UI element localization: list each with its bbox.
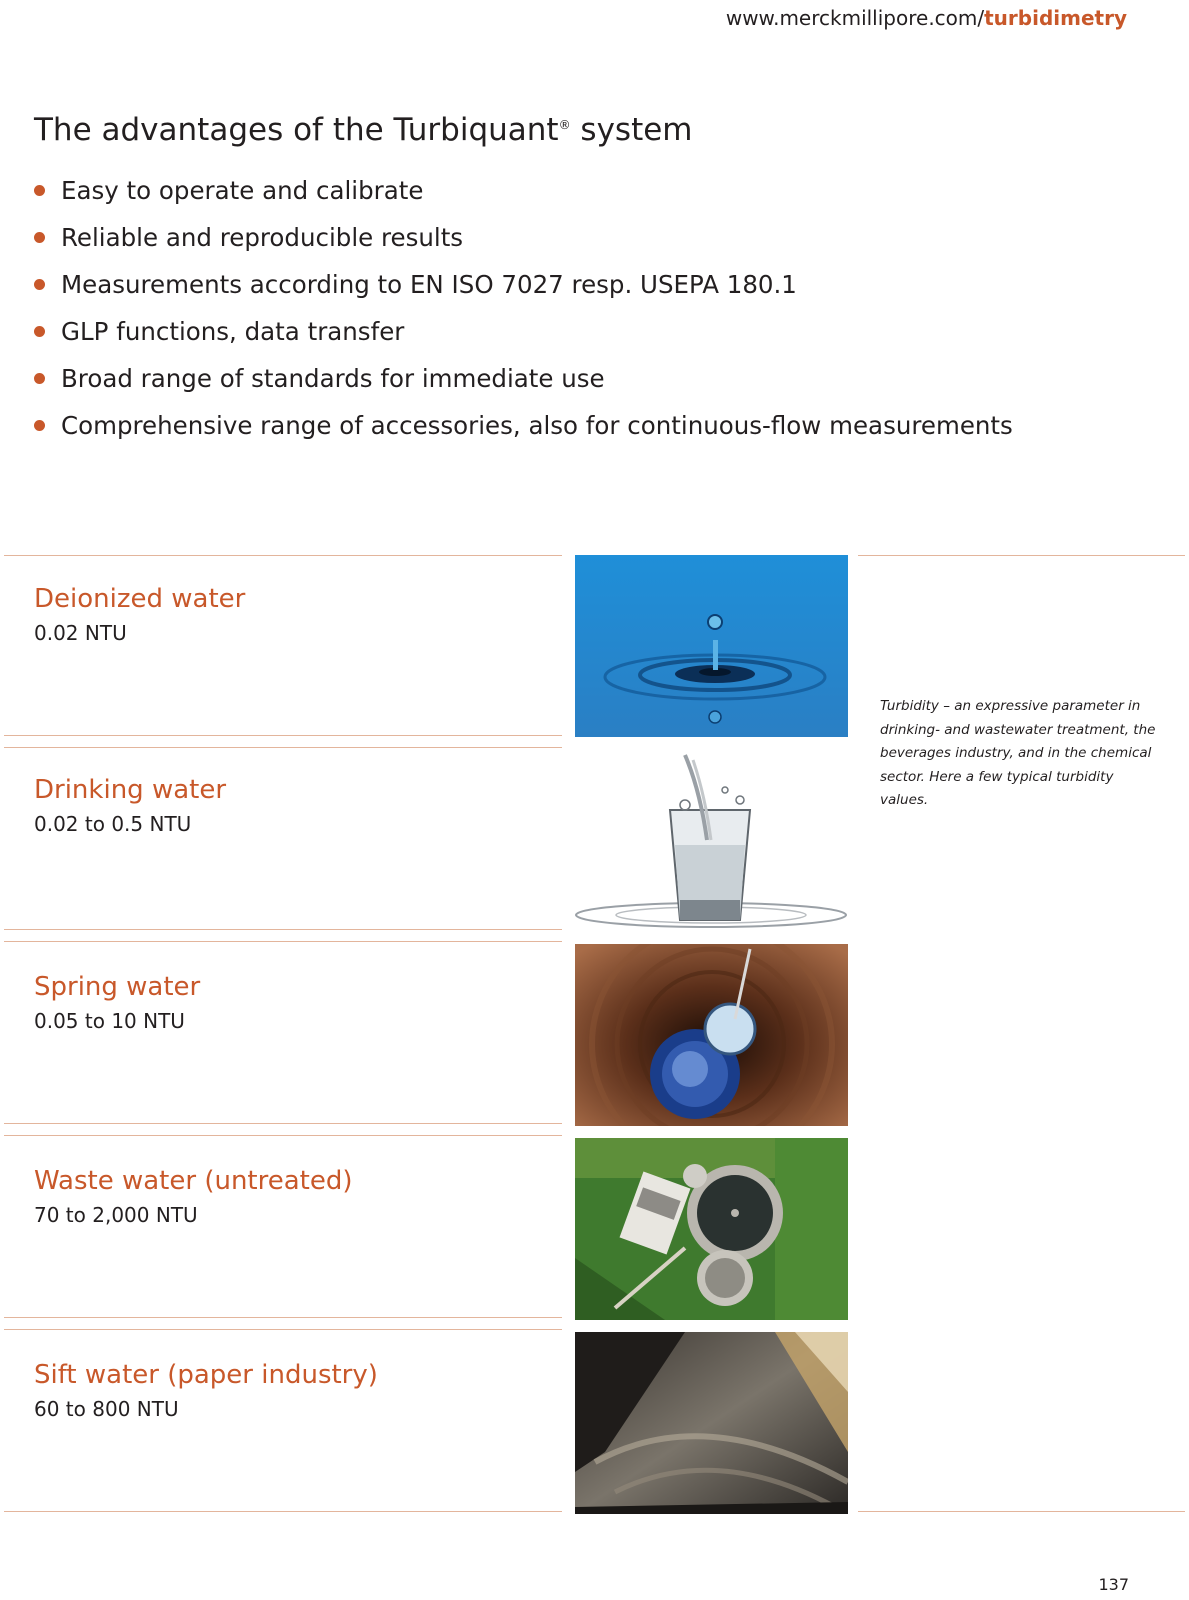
list-item (34, 407, 1013, 454)
bullet-dot-icon (34, 232, 45, 243)
water-type-spring (34, 971, 200, 1033)
advantages-list (34, 172, 1013, 454)
list-item (34, 219, 1013, 266)
divider (4, 1317, 562, 1318)
water-type-sift (34, 1359, 378, 1421)
water-type-name: Sift water (paper industry) (34, 1360, 378, 1390)
bullet-dot-icon (34, 185, 45, 196)
bullet-dot-icon (34, 373, 45, 384)
divider (4, 1511, 562, 1512)
bullet-dot-icon (34, 279, 45, 290)
turbidity-value: 60 to 800 NTU (34, 1397, 179, 1421)
turbidity-value: 0.02 NTU (34, 621, 127, 645)
photo-drinking-glass (575, 750, 848, 932)
list-item (34, 360, 1013, 407)
list-item (34, 266, 1013, 313)
water-type-name: Deionized water (34, 584, 246, 614)
list-item (34, 313, 1013, 360)
divider (4, 929, 562, 930)
page-title (34, 112, 693, 148)
list-item-text: Easy to operate and calibrate (61, 176, 424, 205)
bullet-dot-icon (34, 420, 45, 431)
divider (4, 747, 562, 748)
photo-wastewater-plant (575, 1138, 848, 1320)
divider (4, 941, 562, 942)
water-type-waste (34, 1165, 353, 1227)
water-type-name: Waste water (untreated) (34, 1166, 353, 1196)
page-number: 137 (1098, 1575, 1129, 1594)
list-item-text: GLP functions, data transfer (61, 317, 405, 346)
title-text-after: system (570, 112, 693, 148)
list-item (34, 172, 1013, 219)
divider (4, 1123, 562, 1124)
list-item-text: Broad range of standards for immediate use (61, 364, 605, 393)
divider (4, 1329, 562, 1330)
divider (4, 1135, 562, 1136)
url-highlight: turbidimetry (984, 6, 1127, 30)
turbidity-value: 0.02 to 0.5 NTU (34, 812, 192, 836)
divider (4, 555, 562, 556)
water-type-name: Spring water (34, 972, 201, 1002)
registered-mark: ® (558, 118, 571, 132)
turbidity-value: 70 to 2,000 NTU (34, 1203, 198, 1227)
water-type-name: Drinking water (34, 775, 227, 805)
photo-spring-well (575, 944, 848, 1126)
water-type-deionized (34, 583, 245, 645)
title-text: The advantages of the Turbiquant (34, 112, 559, 148)
list-item-text: Reliable and reproducible results (61, 223, 464, 252)
divider (858, 1511, 1185, 1512)
list-item-text: Comprehensive range of accessories, also for continuous-flow measurements (61, 411, 1013, 440)
divider (858, 555, 1185, 556)
turbidity-value: 0.05 to 10 NTU (34, 1009, 185, 1033)
water-type-drinking (34, 774, 226, 836)
photo-paper-sift (575, 1332, 848, 1514)
url-prefix: www.merckmillipore.com/ (725, 6, 985, 30)
photo-water-droplet (575, 555, 848, 737)
header-url[interactable] (726, 6, 1127, 30)
bullet-dot-icon (34, 326, 45, 337)
list-item-text: Measurements according to EN ISO 7027 resp. USEPA 180.1 (61, 270, 797, 299)
divider (4, 735, 562, 736)
photo-caption: Turbidity – an expressive parameter in drinking- and wastewater treatment, the beverages industry, and in the chemical sector. Here a few typical turbidity values. (880, 698, 1156, 808)
